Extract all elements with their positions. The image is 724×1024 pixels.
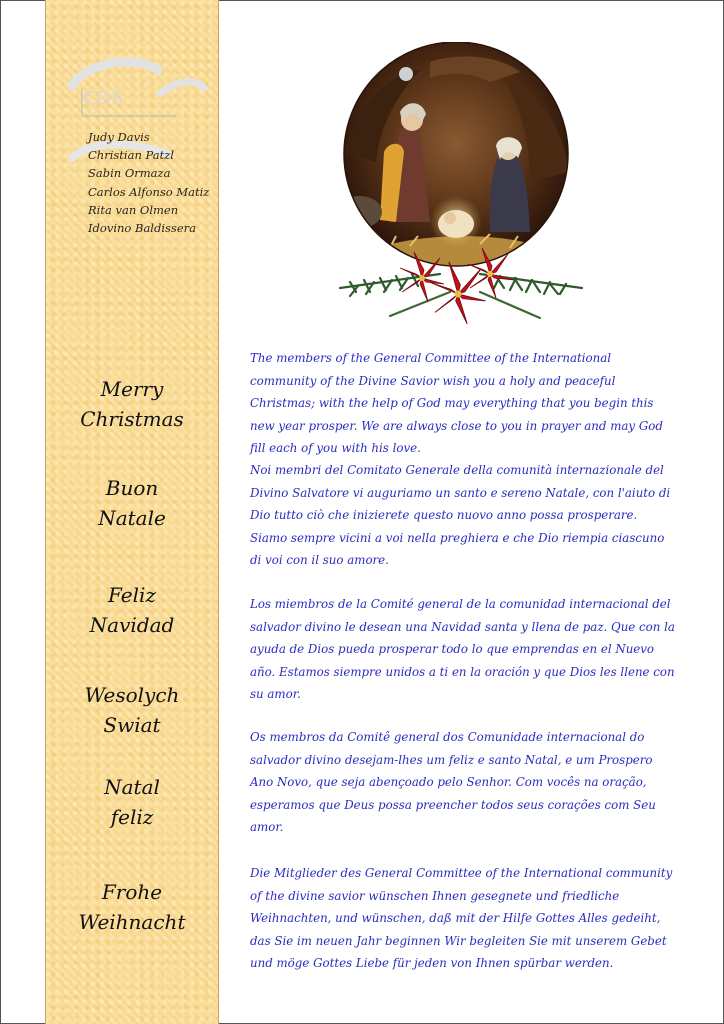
nativity-snowglobe-icon	[330, 42, 590, 332]
logo-text: CDS	[83, 88, 124, 109]
member-name: Christian Patzl	[88, 148, 174, 163]
greeting-line: Navidad	[89, 613, 175, 637]
greeting-german	[46, 877, 218, 937]
member-name: Sabin Ormaza	[88, 166, 171, 181]
sidebar	[45, 0, 219, 1024]
member-name: Judy Davis	[88, 130, 150, 144]
message-english: The members of the General Committee of the International community of the Divine Savior wish you a holy and peaceful Christmas; with the help of God may everything that you begin this new year prosper. We are always close to you in prayer and may God fill each of you with his love.	[250, 351, 663, 455]
message-spanish: Los miembros de la Comité general de la comunidad internacional del salvador divino le desean una Navidad santa y llena de paz. Que con la ayuda de Dios pueda prosperar todo lo que emprendas en el Nuevo año. Estamos siempre unidos a ti en la oración y que Dios les llene con su amor.	[250, 597, 675, 701]
greeting-line: Wesolych	[84, 683, 180, 707]
member-name: Idovino Baldissera	[88, 221, 196, 236]
member-name: Rita van Olmen	[88, 202, 179, 217]
message-portuguese: Os membros da Comitê general dos Comunidade internacional do salvador divino desejam-lhes um feliz e santo Natal, e um Prospero Ano Novo, que seja abençoado pelo Senhor. Com vocês na oração, esperamos que Deus possa preencher todos seus corações com Seu amor.	[250, 730, 656, 834]
greeting-line: Feliz	[108, 583, 156, 607]
message-german: Die Mitglieder des General Committee of the International community of the divine savior wünschen Ihnen gesegnete und friedliche Weihnachten, und wünschen, daß mit der Hilfe Gottes Alles gedeiht, das Sie im neuen Jahr beginnen Wir begleiten Sie mit unserem Gebet und möge Gottes Liebe für jeden von Ihnen spürbar werden.	[250, 866, 673, 970]
greeting-line: Natal	[104, 775, 160, 799]
greeting-line: Buon	[105, 476, 159, 500]
nativity-image	[330, 42, 590, 332]
greeting-line: Christmas	[80, 407, 184, 431]
message-italian: Noi membri del Comitato Generale della comunità internazionale del Divino Salvatore vi auguriamo un santo e sereno Natale, con l'aiuto di Dio tutto ciò che inizierete questo nuovo anno possa prosperare. Siamo sempre vicini a voi nella preghiera e che Dio riempia ciascuno di voi con il suo amore.	[250, 463, 671, 567]
greeting-line: feliz	[110, 805, 154, 829]
committee-members-list	[88, 128, 209, 237]
member-name: Carlos Alfonso Matiz	[88, 184, 210, 199]
greeting-english	[46, 374, 218, 434]
greeting-italian	[46, 473, 218, 533]
greeting-line: Swiat	[103, 713, 161, 737]
greeting-line: Weihnacht	[78, 910, 186, 934]
greeting-spanish	[46, 580, 218, 640]
greeting-line: Natale	[98, 506, 166, 530]
greeting-polish	[46, 680, 218, 740]
greeting-portuguese	[46, 772, 218, 832]
greeting-line: Merry	[100, 377, 164, 401]
greeting-line: Frohe	[101, 880, 163, 904]
